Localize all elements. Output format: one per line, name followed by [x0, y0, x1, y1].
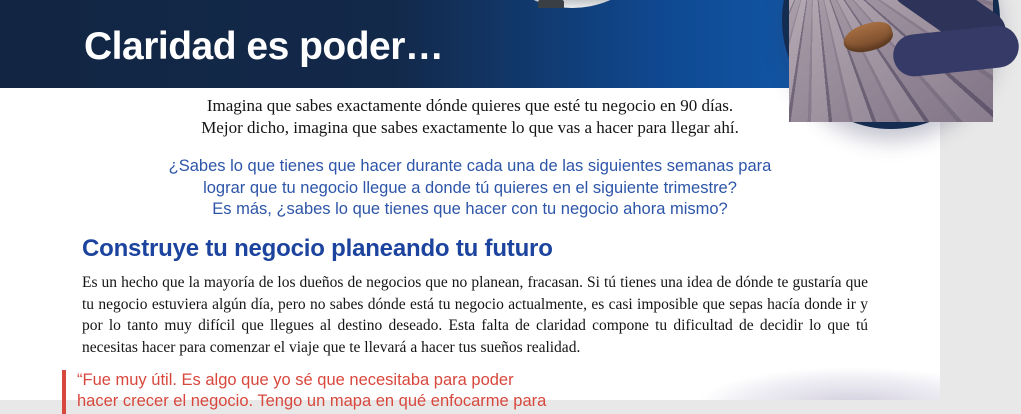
intro-paragraph: [0, 95, 940, 139]
intro-line: Mejor dicho, imagina que sabes exactamente lo que vas a hacer para llegar ahí.: [201, 118, 739, 137]
section-heading: Construye tu negocio planeando tu futuro: [82, 235, 553, 262]
question-line: ¿Sabes lo que tienes que hacer durante cada una de las siguientes semanas para: [168, 157, 772, 175]
quote-text: [77, 370, 546, 414]
question-line: lograr que tu negocio llegue a donde tú quieres en el siguiente trimestre?: [203, 178, 737, 197]
testimonial-quote: [62, 370, 546, 414]
clouds-image: [630, 358, 940, 400]
quote-accent-bar: [62, 370, 66, 414]
questions-paragraph: [0, 156, 940, 221]
quote-line: hacer crecer el negocio. Tengo un mapa en qué enfocarme para: [77, 392, 547, 410]
intro-line: Imagina que sabes exactamente dónde quieres que esté tu negocio en 90 días.: [206, 96, 734, 115]
question-line: Es más, ¿sabes lo que tienes que hacer con tu negocio ahora mismo?: [212, 200, 728, 218]
quote-line: “Fue muy útil. Es algo que yo sé que necesitaba para poder: [77, 371, 514, 389]
section-body: Es un hecho que la mayoría de los dueños de negocios que no planean, fracasan. Si tú tienes una idea de dónde te gustaría que tu negocio estuviera algún día, pero no sabes dónde está tu negocio actualmente, es casi imposible que sepas hacía donde ir y por lo tanto muy difícil que llegues al destino deseado. Esta falta de claridad compone tu dificultad de decidir lo que tú necesitas hacer para comenzar el viaje que te llevará a hacer tus sueños realidad.: [82, 274, 868, 356]
page-title: Claridad es poder…: [84, 25, 444, 68]
top-photo-detail: [538, 0, 564, 8]
